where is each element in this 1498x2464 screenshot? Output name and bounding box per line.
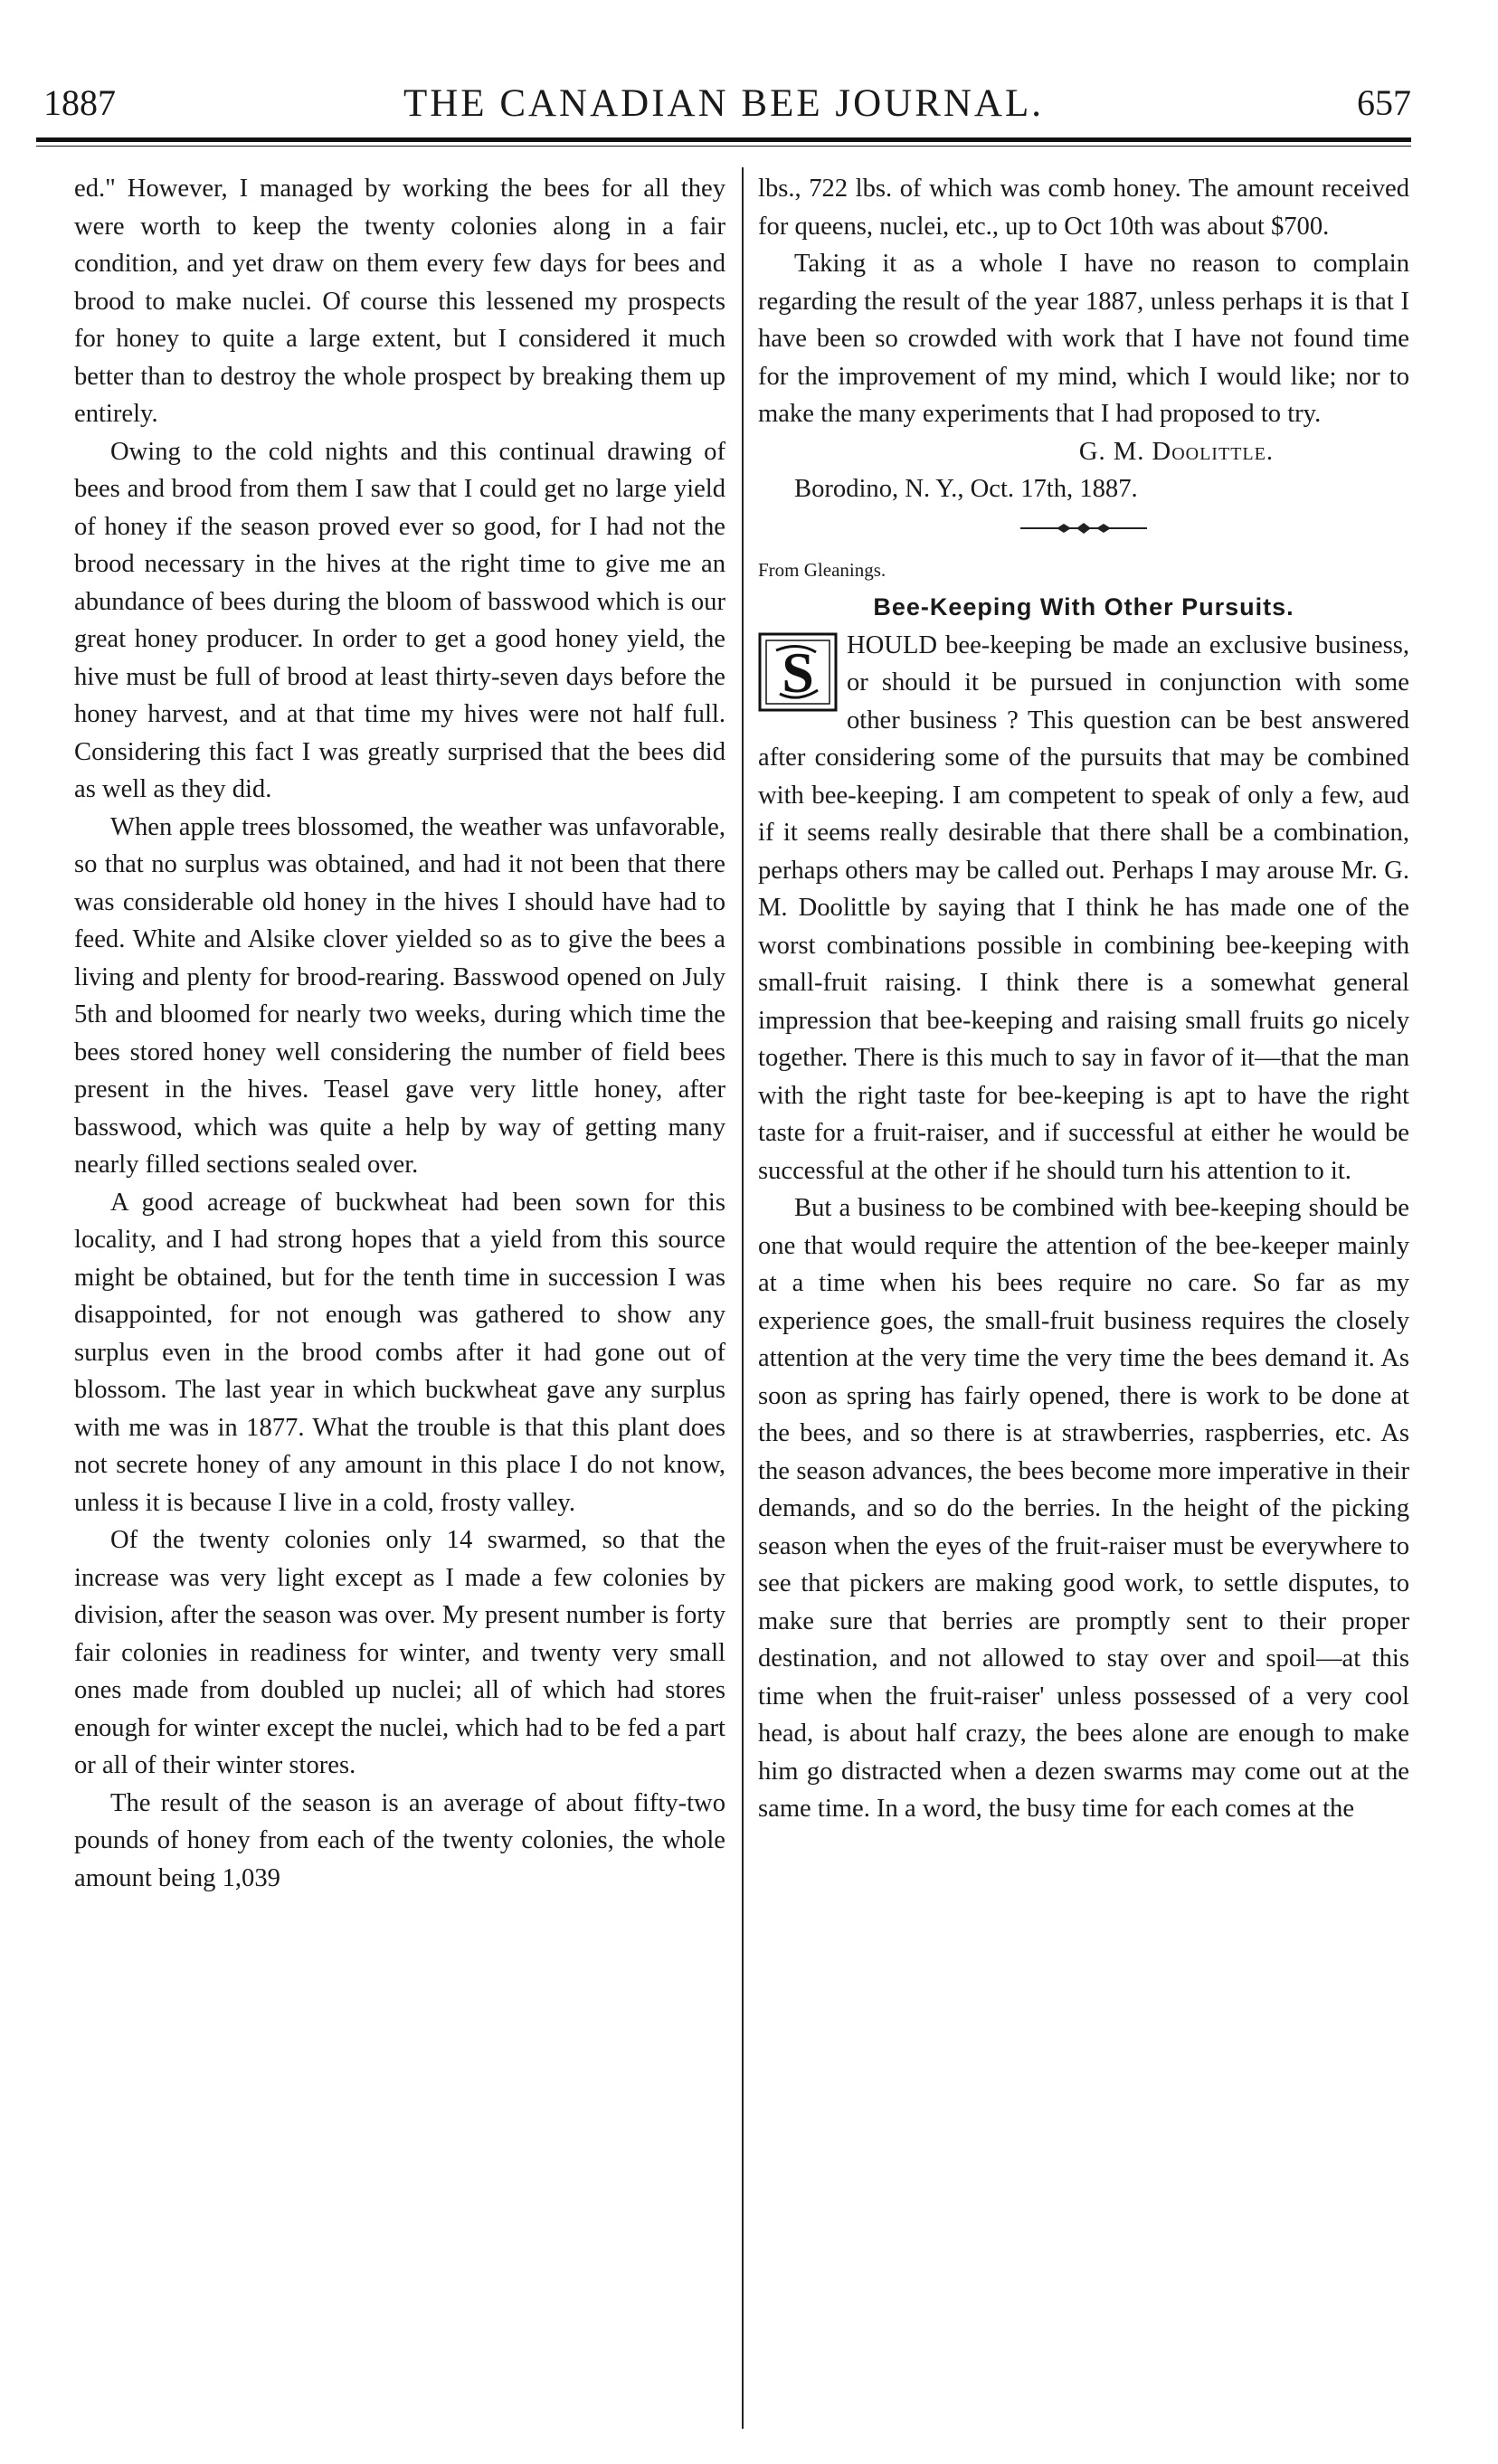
ornament-divider-icon: [1020, 521, 1147, 535]
dropcap-letter: S: [782, 640, 814, 705]
header-rule-thick: [36, 137, 1411, 142]
paragraph: The result of the season is an average of about fifty-two pounds of honey from each of the twenty colonies, the whole amount being 1,039: [74, 1788, 725, 1892]
journal-title: THE CANADIAN BEE JOURNAL.: [403, 82, 1044, 125]
article-paragraph: HOULD bee-keeping be made an exclusive business, or should it be pursued in conjunction with some other business ? This question can be best answered after considering some of the pursuits that may be combined with bee-keeping. I am competent to speak of only a few, aud if it seems really desirable that there shall be a combination, perhaps others may be called out. Perhaps I may arouse Mr. G. M. Doolittle by saying that I think he has made one of the worst combinations possible in combining bee-keeping with small-fruit raising. I think there is a somewhat general impression that bee-keeping and raising small fruits go nicely together. There is this much to say in favor of it—that the man with the right taste for bee-keeping is apt to have the right taste for a fruit-raiser, and if successful at either he would be successful at the other if he should turn his attention to it.: [758, 630, 1409, 1185]
source-note: From Gleanings.: [758, 558, 886, 581]
column-divider: [742, 167, 744, 2429]
author-signature: G. M. Doolittle.: [1078, 437, 1274, 466]
paragraph-closing: Taking it as a whole I have no reason to complain regarding the result of the year 1887, unless perhaps it is that I have been so crowded with work that I have not found time for the improvement of my mind, which I would like; nor to make the many experiments that I had proposed to try.: [758, 250, 1409, 428]
paragraph-continuation: lbs., 722 lbs. of which was comb honey. The amount received for queens, nuclei, etc., up to Oct 10th was about $700.: [758, 175, 1409, 241]
header-year: 1887: [43, 82, 116, 123]
paragraph: Of the twenty colonies only 14 swarmed, so that the increase was very light except as I made a few colonies by division, after the season was over. My present number is forty fair colonies in readiness for winter, and twenty very small ones made from doubled up nuclei; all of which had stores enough for winter except the nuclei, which had to be fed a part or all of their winter stores.: [74, 1526, 725, 1779]
page-header: [36, 81, 1411, 136]
header-rule-thin: [36, 146, 1411, 147]
paragraph: When apple trees blossomed, the weather was unfavorable, so that no surplus was obtained, and had it not been that there was considerable old honey in the hives I should have had to feed. White and Alsike clover yielded so as to give the bees a living and plenty for brood-rearing. Basswood opened on July 5th and bloomed for nearly two weeks, during which time the bees stored honey well considering the number of field bees present in the hives. Teasel gave very little honey, after basswood, which was quite a help by way of getting many nearly filled sections sealed over.: [74, 812, 725, 1179]
dropcap-letter-icon: [758, 632, 838, 712]
right-column: [758, 170, 1409, 1828]
paragraph: A good acreage of buckwheat had been sown for this locality, and I had strong hopes that a yield from this source might be obtained, but for the tenth time in succession I was disappointed, for not enough was gathered to show any surplus even in the brood combs after it had gone out of blossom. The last year in which buckwheat gave any surplus with me was in 1877. What the trouble is that this plant does not secrete honey of any amount in this place I do not know, unless it is because I live in a cold, frosty valley.: [74, 1188, 725, 1517]
paragraph: Owing to the cold nights and this continual drawing of bees and brood from them I saw that I could get no large yield of honey if the season proved ever so good, for I had not the brood necessary in the hives at the right time to give me an abundance of bees during the bloom of basswood which is our great honey producer. In order to get a good honey yield, the hive must be full of brood at least thirty-seven days before the honey harvest, and at that time my hives were not half full. Considering this fact I was greatly surprised that the bees did as well as they did.: [74, 437, 725, 803]
page-number: 657: [1357, 82, 1411, 123]
article-title: Bee-Keeping With Other Pursuits.: [873, 593, 1294, 621]
paragraph: ed." However, I managed by working the bees for all they were worth to keep the twenty colonies along in a fair condition, and yet draw on them every few days for bees and brood to make nuclei. Of course this lessened my prospects for honey to quite a large extent, but I considered it much better than to destroy the whole prospect by breaking them up entirely.: [74, 175, 725, 428]
article-paragraph: But a business to be combined with bee-keeping should be one that would require the attention of the bee-keeper mainly at a time when his bees require no care. So far as my experience goes, the small-fruit business requires the closely attention at the very time the very time the bees demand it. As soon as spring has fairly opened, there is work to be done at the bees, and so there is at strawberries, raspberries, etc. As the season advances, the bees become more imperative in their demands, and so do the berries. In the height of the picking season when the eyes of the fruit-raiser must be everywhere to see that pickers are making good work, to settle disputes, to make sure that berries are promptly sent to their proper destination, and not allowed to stay over and spoil—at this time when the fruit-raiser' unless possessed of a very cool head, is about half crazy, the bees alone are enough to make him go distracted when a dezen swarms may come out at the same time. In a word, the busy time for each comes at the: [758, 1194, 1409, 1823]
left-column: [74, 170, 725, 1897]
dateline: Borodino, N. Y., Oct. 17th, 1887.: [794, 475, 1138, 503]
